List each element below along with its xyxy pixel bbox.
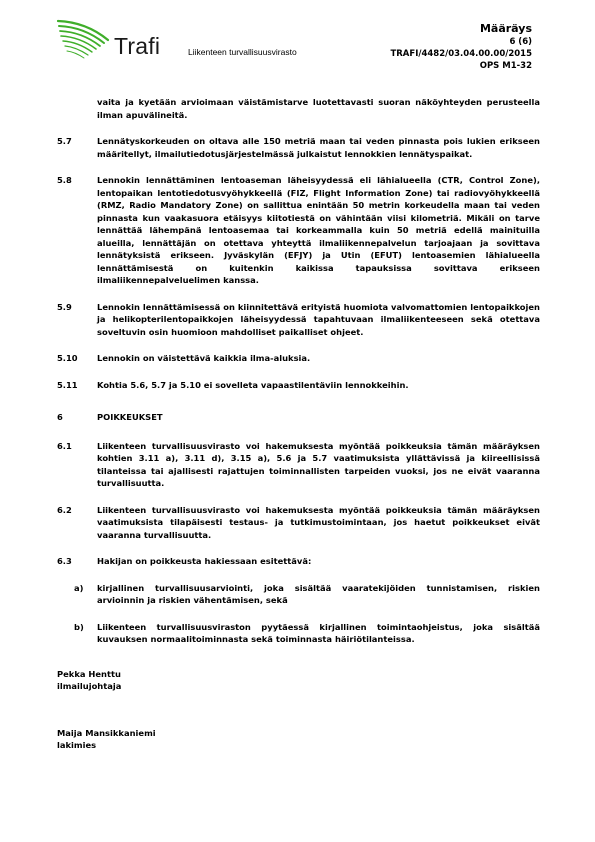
section-number: 6	[57, 412, 63, 422]
paragraph-number: 5.7	[57, 136, 72, 146]
list-letter: b)	[74, 621, 84, 632]
section-title: POIKKEUKSET	[97, 412, 163, 422]
paragraph-number: 5.11	[57, 379, 78, 390]
paragraph-5-7: 5.7 Lennätyskorkeuden on oltava alle 150 metriä maan tai veden pinnasta pois lukien erikseen määritellyt, ilmailutiedotusjärjestelmässä julkaistut lennokkien lennätyspaikat.	[57, 136, 540, 159]
doc-type: Määräys	[479, 22, 532, 35]
paragraph-6-1: 6.1 Liikenteen turvallisuusvirasto voi hakemuksesta myöntää poikkeuksia tämän määräyksen kohtien 3.11 a), 3.11 d), 3.15 a), 5.6 ja 5.7 vaatimuksista yllättävissä ja kiireellisissä tilanteissa tai ajallisesti rajattujen toiminnallisten tarpeiden vuoksi, jos ne eivät vaaranna turvallisuutta.	[57, 440, 540, 488]
paragraph-number: 5.9	[57, 301, 72, 312]
document-header	[390, 22, 532, 72]
section-heading	[57, 411, 540, 424]
signature-block-2	[57, 727, 540, 752]
signer-name: Pekka Henttu	[57, 668, 121, 679]
paragraph-6-2: 6.2 Liikenteen turvallisuusvirasto voi hakemuksesta myöntää poikkeuksia tämän määräyksen vaatimuksista tilapäisesti testaus- ja tutkimustoimintaan, jos haetut poikkeukset eivät vaaranna turvallisuutta.	[57, 504, 540, 540]
list-item-a: a) kirjallinen turvallisuusarviointi, joka sisältää vaaratekijöiden tunnistamisen, riskien arvioinnin ja riskien vähentämisen, sekä	[74, 582, 540, 605]
paragraph-number: 5.8	[57, 175, 72, 185]
list-item-b: b) Liikenteen turvallisuusviraston pyytäessä kirjallinen toimintaohjeistus, joka sisältää kuvauksen normaalitoiminnasta sekä toiminnasta häiriötilanteissa.	[74, 621, 540, 644]
ops-code: OPS M1-32	[479, 61, 532, 71]
brand-name: Trafi	[114, 33, 161, 59]
paragraph-continued: vaita ja kyetään arvioimaan väistämistarve luotettavasti suoran näköyhteyden perusteella ilman apuvälineitä.	[97, 97, 540, 120]
document-body	[57, 96, 540, 752]
paragraph-5-11: 5.11 Kohtia 5.6, 5.7 ja 5.10 ei sovelleta vapaastilentäviin lennokkeihin.	[57, 379, 409, 390]
paragraph-number: 6.3	[57, 556, 72, 566]
doc-reference: TRAFI/4482/03.04.00.00/2015	[390, 49, 532, 59]
paragraph-5-9: 5.9 Lennokin lennättämisessä on kiinnitettävä erityistä huomiota valvomattomien lentopaikkojen ja helikopterilentopaikkojen läheisyydessä tapahtuvaan ilmaliikenteeseen sekä otettava soveltuvin osin huomioon mahdolliset paikalliset ohjeet.	[57, 301, 540, 337]
signature-block-1	[57, 668, 540, 693]
paragraph-number: 6.2	[57, 504, 72, 515]
signer-name: Maija Mansikkaniemi	[57, 727, 156, 738]
paragraph-number: 6.1	[57, 440, 72, 451]
agency-name: Liikenteen turvallisuusvirasto	[188, 47, 297, 57]
paragraph-6-3: 6.3 Hakijan on poikkeusta hakiessaan esitettävä:	[57, 556, 312, 566]
paragraph-number: 5.10	[57, 353, 78, 363]
signer-role: ilmailujohtaja	[57, 681, 122, 691]
page-number: 6 (6)	[509, 37, 532, 47]
paragraph-5-8: 5.8 Lennokin lennättäminen lentoaseman läheisyydessä eli lähialueella (CTR, Control Zone), lentopaikan lentotiedotusvyöhykkeellä (FIZ, Flight Information Zone) tai radiovyöhykkeellä (RMZ, Radio Mandatory Zone) on sallittua enintään 50 metrin korkeudella maan tai veden pinnasta kun vaakasuora etäisyys kiitotiestä on vähintään viisi kilometriä. Mikäli on tarve lennättää lähempänä lentoasemaa tai korkeammalla kuin 50 metriä edellä mainituilla alueilla, lennättäjän on otettava yhteyttä ilmaliikennepalvelun tarjoajaan ja sovittava lennätyksistä erikseen. Jyväskylän (EFJY) ja Utin (EFUT) lentoasemien lähialueella lennättämisestä on kuitenkin kaikissa tapauksissa sovittava erikseen ilmaliikennepalveluelimen kanssa.	[57, 175, 540, 285]
signer-role: lakimies	[57, 740, 97, 750]
paragraph-5-10: 5.10 Lennokin on väistettävä kaikkia ilma-aluksia.	[57, 353, 311, 363]
list-letter: a)	[74, 582, 84, 593]
